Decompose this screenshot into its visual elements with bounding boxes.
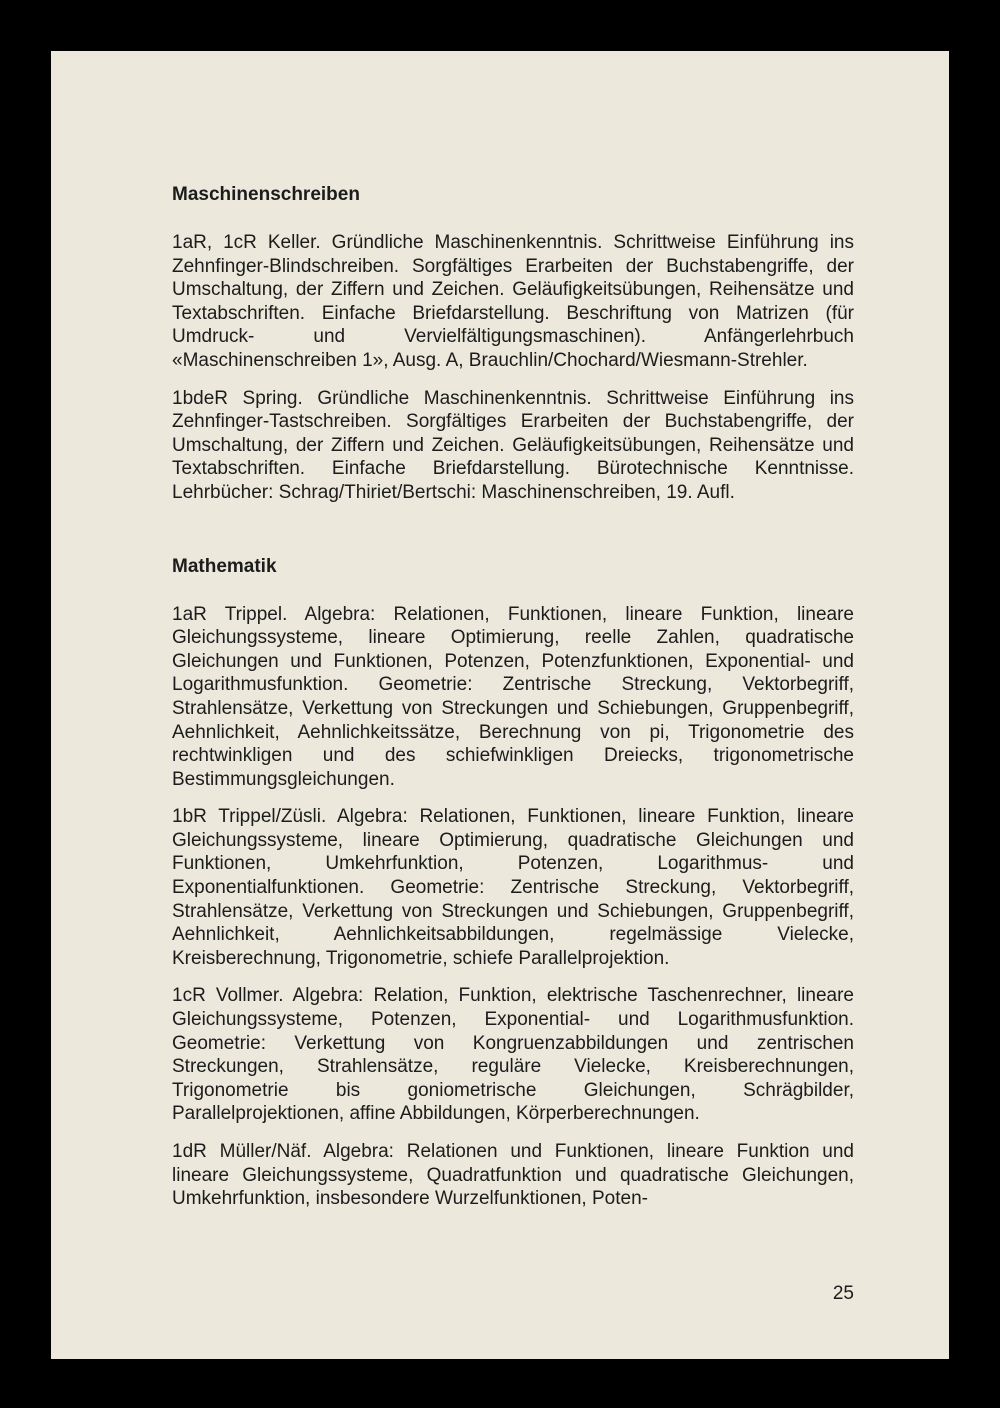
section-mathematik xyxy=(172,555,854,1211)
paragraph-keller: 1aR, 1cR Keller. Gründliche Maschinenkenntnis. Schrittweise Einführung ins Zehnfinger-Blindschreiben. Sorgfältiges Erarbeiten der Buchstabengriffe, der Umschaltung, der Ziffern und Zeichen. Geläufigkeitsübungen, Reihensätze und Textabschriften. Einfache Briefdarstellung. Beschriftung von Matrizen (für Umdruck- und Vervielfältigungsmaschinen). Anfängerlehrbuch «Maschinenschreiben 1», Ausg. A, Brauchlin/Chochard/Wiesmann-Strehler. xyxy=(172,232,854,371)
page-content xyxy=(172,183,854,1225)
document-page xyxy=(51,51,949,1359)
paragraph-spring: 1bdeR Spring. Gründliche Maschinenkenntnis. Schrittweise Einführung ins Zehnfinger-Tastschreiben. Sorgfältiges Erarbeiten der Buchstabengriffe, der Umschaltung, der Ziffern und Zeichen. Geläufigkeitsübungen, Reihensätze und Textabschriften. Einfache Briefdarstellung. Bürotechnische Kenntnisse. Lehrbücher: Schrag/Thiriet/Bertschi: Maschinenschreiben, 19. Aufl. xyxy=(172,387,854,503)
paragraph-1cr-vollmer: 1cR Vollmer. Algebra: Relation, Funktion, elektrische Taschenrechner, lineare Gleichungssysteme, Potenzen, Exponential- und Logarithmusfunktion. Geometrie: Verkettung von Kongruenzabbildungen und zentrischen Streckungen, Strahlensätze, reguläre Vielecke, Kreisberechnungen, Trigonometrie bis goniometrische Gleichungen, Schrägbilder, Parallelprojektionen, affine Abbildungen, Körperberechnungen. xyxy=(172,985,854,1125)
section-maschinenschreiben xyxy=(172,183,854,505)
section-heading: Mathematik xyxy=(172,555,277,577)
paragraph-1br-trippel-zuesli: 1bR Trippel/Züsli. Algebra: Relationen, Funktionen, lineare Funktion, lineare Gleichungssysteme, lineare Optimierung, quadratische Gleichungen und Funktionen, Umkehrfunktion, Potenzen, Logarithmus- und Exponentialfunktionen. Geometrie: Zentrische Streckung, Vektorbegriff, Strahlensätze, Verkettung von Streckungen und Schiebungen, Gruppenbegriff, Aehnlichkeit, Aehnlichkeitsabbildungen, regelmässige Vielecke, Kreisberechnung, Trigonometrie, schiefe Parallelprojektion. xyxy=(172,806,854,969)
paragraph-1ar-trippel: 1aR Trippel. Algebra: Relationen, Funktionen, lineare Funktion, lineare Gleichungssysteme, lineare Optimierung, reelle Zahlen, quadratische Gleichungen und Funktionen, Potenzen, Potenzfunktionen, Exponential- und Logarithmusfunktion. Geometrie: Zentrische Streckung, Vektorbegriff, Strahlensätze, Verkettung von Streckungen und Schiebungen, Gruppenbegriff, Aehnlichkeit, Aehnlichkeitssätze, Berechnung von pi, Trigonometrie des rechtwinkligen und des schiefwinkligen Dreiecks, trigonometrische Bestimmungsgleichungen. xyxy=(172,603,854,790)
section-spacer xyxy=(172,519,854,555)
section-heading: Maschinenschreiben xyxy=(172,184,360,205)
paragraph-1dr-mueller-naef: 1dR Müller/Näf. Algebra: Relationen und Funktionen, lineare Funktion und lineare Gleichungssysteme, Quadratfunktion und quadratische Gleichungen, Umkehrfunktion, insbesondere Wurzelfunktionen, Poten- xyxy=(172,1141,854,1210)
page-number: 25 xyxy=(832,1283,854,1304)
